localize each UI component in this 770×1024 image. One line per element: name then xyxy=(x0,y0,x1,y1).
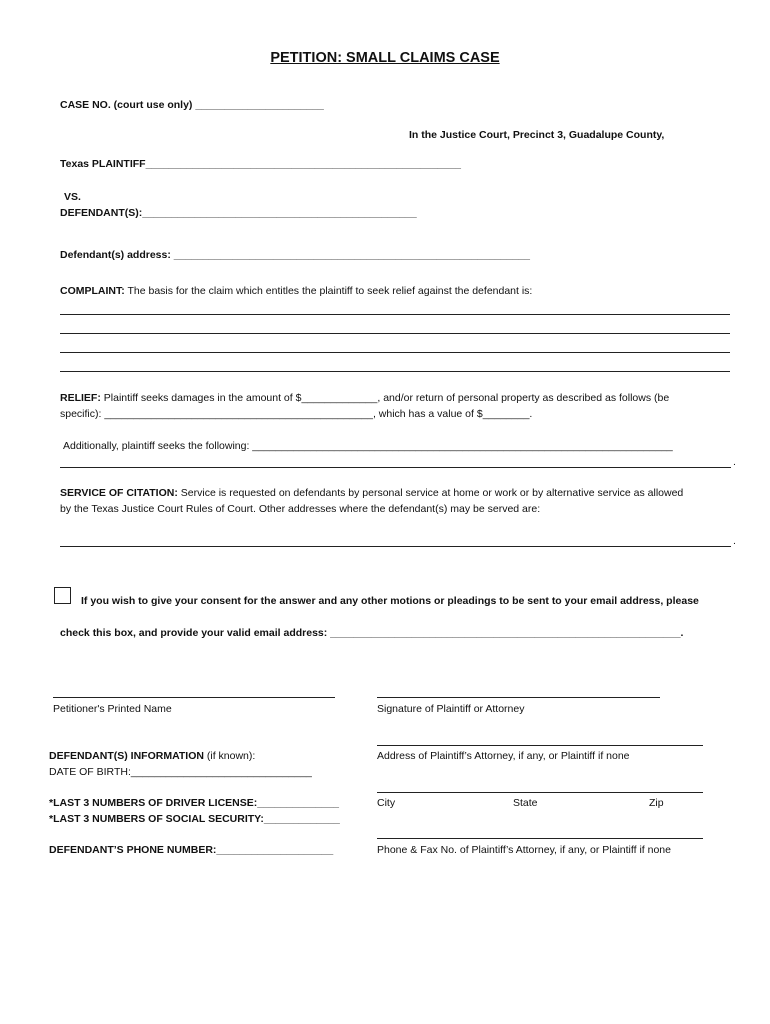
signature-label: Signature of Plaintiff or Attorney xyxy=(377,703,525,715)
court-line: In the Justice Court, Precinct 3, Guadalupe County, xyxy=(409,129,665,141)
service-line-1 xyxy=(60,487,683,499)
relief-label: RELIEF: xyxy=(60,392,101,404)
phone-fax-line[interactable] xyxy=(377,838,703,839)
additionally-field[interactable]: Additionally, plaintiff seeks the following: ________________________________________________________________________ xyxy=(63,440,673,452)
zip-label: Zip xyxy=(649,797,664,809)
attorney-address-line[interactable] xyxy=(377,745,703,746)
service-period: . xyxy=(733,535,736,547)
relief-line-1[interactable] xyxy=(60,392,669,404)
city-state-zip-line[interactable] xyxy=(377,792,703,793)
complaint-label: COMPLAINT: xyxy=(60,285,125,297)
defendant-info-heading-note: (if known): xyxy=(203,750,256,762)
document-title: PETITION: SMALL CLAIMS CASE xyxy=(270,50,500,66)
driver-license-field[interactable]: *LAST 3 NUMBERS OF DRIVER LICENSE:______________ xyxy=(49,797,340,809)
complaint-blank-line[interactable] xyxy=(60,352,730,353)
complaint-line xyxy=(60,285,532,297)
email-consent-checkbox[interactable] xyxy=(54,587,71,604)
case-number-field[interactable]: CASE NO. (court use only) ______________________ xyxy=(60,99,324,111)
complaint-text: The basis for the claim which entitles the plaintiff to seek relief against the defendant is: xyxy=(127,285,533,297)
complaint-blank-line[interactable] xyxy=(60,371,730,372)
social-security-field[interactable]: *LAST 3 NUMBERS OF SOCIAL SECURITY:_____________ xyxy=(49,813,340,825)
defendant-field[interactable]: DEFENDANT(S):_______________________________________________ xyxy=(60,207,417,219)
defendant-info-heading xyxy=(49,750,255,762)
service-blank-line[interactable] xyxy=(60,546,731,547)
attorney-address-label: Address of Plaintiff’s Attorney, if any, or Plaintiff if none xyxy=(377,750,630,762)
service-label: SERVICE OF CITATION: xyxy=(60,487,178,499)
city-label: City xyxy=(377,797,396,809)
defendant-address-field[interactable]: Defendant(s) address: _____________________________________________________________ xyxy=(60,249,530,261)
date-of-birth-field[interactable]: DATE OF BIRTH:_______________________________ xyxy=(49,766,312,778)
state-label: State xyxy=(513,797,538,809)
plaintiff-field[interactable]: Texas PLAINTIFF______________________________________________________ xyxy=(60,158,461,170)
service-line-2: by the Texas Justice Court Rules of Court. Other addresses where the defendant(s) may be served are: xyxy=(60,503,541,515)
signature-line[interactable] xyxy=(377,697,660,698)
relief-text: Plaintiff seeks damages in the amount of $_____________, and/or return of personal property as described as follows (be xyxy=(103,392,670,404)
relief-line-2[interactable]: specific): ______________________________________________, which has a value of $________. xyxy=(60,408,533,420)
consent-email-field[interactable]: check this box, and provide your valid email address: ____________________________________________________________. xyxy=(60,627,684,639)
printed-name-label: Petitioner's Printed Name xyxy=(53,703,172,715)
additionally-period: . xyxy=(733,456,736,468)
complaint-blank-line[interactable] xyxy=(60,314,730,315)
defendant-info-heading-bold: DEFENDANT(S) INFORMATION xyxy=(49,750,204,762)
complaint-blank-line[interactable] xyxy=(60,333,730,334)
defendant-phone-field[interactable]: DEFENDANT’S PHONE NUMBER:____________________ xyxy=(49,844,334,856)
phone-fax-label: Phone & Fax No. of Plaintiff’s Attorney, if any, or Plaintiff if none xyxy=(377,844,671,856)
additionally-blank-line[interactable] xyxy=(60,467,731,468)
consent-text-1: If you wish to give your consent for the answer and any other motions or pleadings to be sent to your email address, please xyxy=(81,595,699,607)
printed-name-line[interactable] xyxy=(53,697,335,698)
service-text: Service is requested on defendants by personal service at home or work or by alternative service as allowed xyxy=(180,487,684,499)
versus-label: VS. xyxy=(64,191,81,203)
